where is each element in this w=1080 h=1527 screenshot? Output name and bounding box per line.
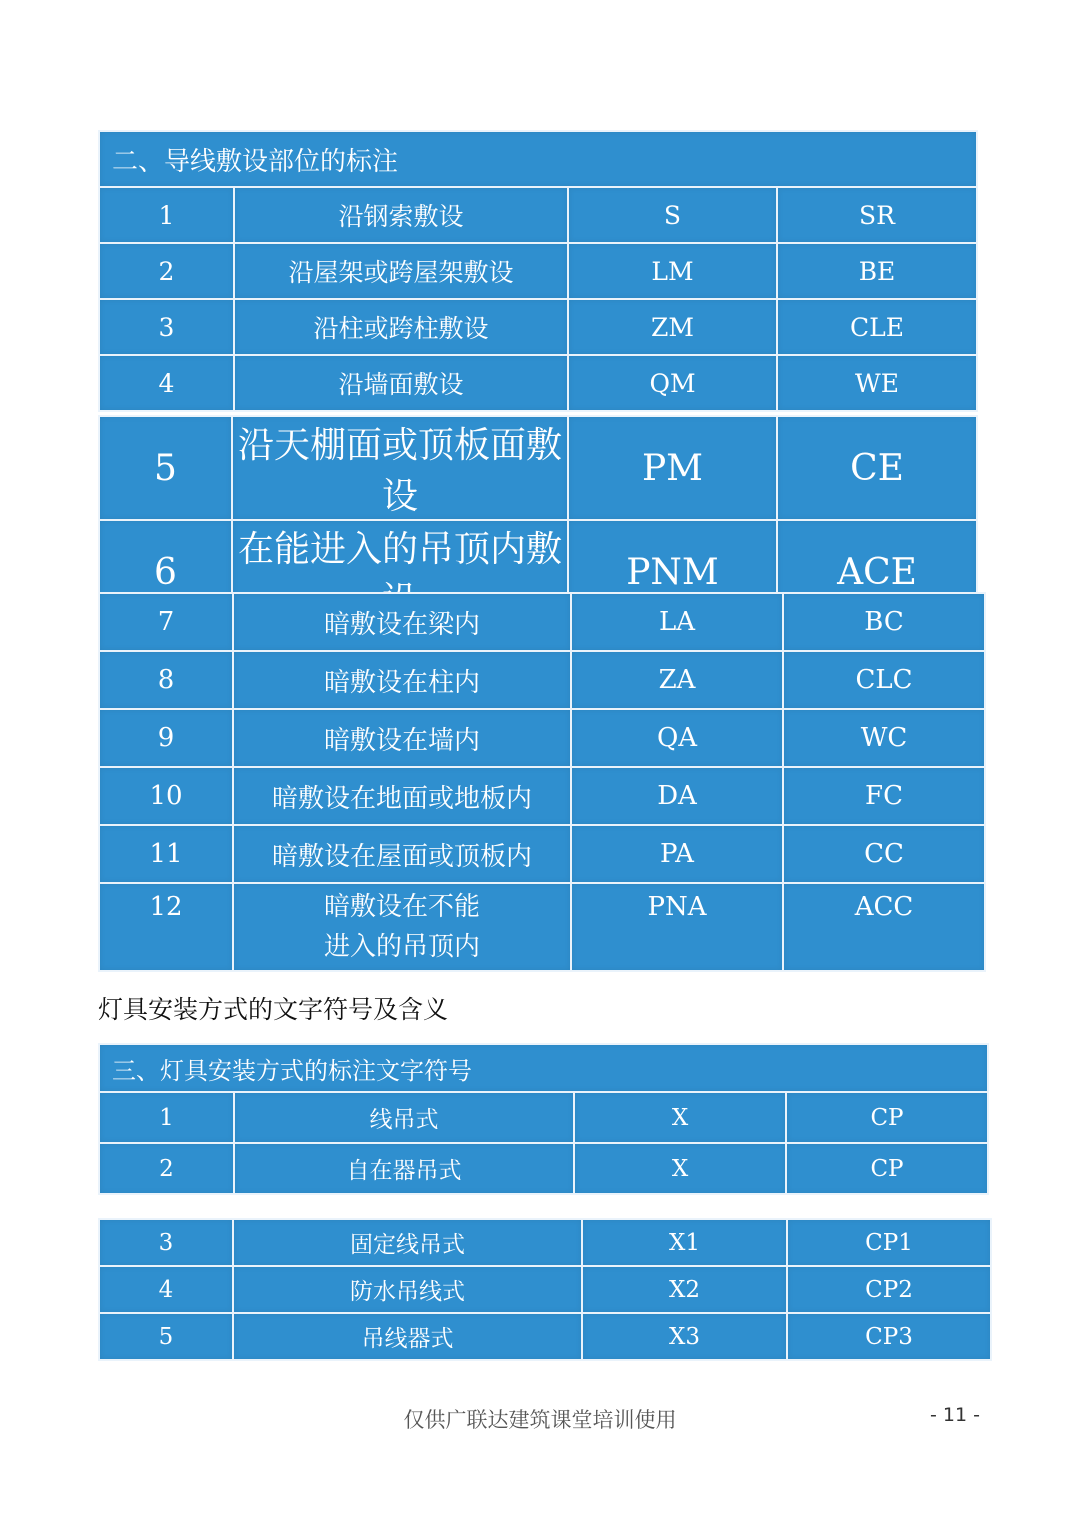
- wiring-location-table-part-3: [98, 592, 986, 972]
- row-code-en: BE: [777, 243, 977, 299]
- table-title-row: [99, 131, 977, 187]
- row-description: 沿墙面敷设: [234, 355, 568, 411]
- table-row: [99, 1313, 991, 1360]
- lamp-mounting-table-part-1: [98, 1043, 989, 1195]
- row-description: 吊线器式: [233, 1313, 582, 1360]
- row-code-cn: LA: [571, 593, 783, 651]
- table-row: [99, 651, 985, 709]
- row-code-cn: PNA: [571, 883, 783, 971]
- row-number: 4: [99, 1266, 233, 1313]
- row-description-line-2: 进入的吊顶内: [323, 932, 480, 962]
- row-code-cn: S: [568, 187, 777, 243]
- row-code-en: CP: [786, 1143, 988, 1194]
- row-number: 9: [99, 709, 233, 767]
- row-description: 沿屋架或跨屋架敷设: [234, 243, 568, 299]
- lamp-mounting-table-part-2: [98, 1218, 992, 1361]
- row-description: [233, 883, 571, 971]
- table-row: [99, 1219, 991, 1266]
- table-row: [99, 416, 977, 520]
- row-code-cn: QA: [571, 709, 783, 767]
- row-code-cn: X: [574, 1092, 786, 1143]
- table-row: [99, 1143, 988, 1194]
- table-title-row: [99, 1044, 988, 1092]
- row-description: 防水吊线式: [233, 1266, 582, 1313]
- lamp-mounting-caption: 灯具安装方式的文字符号及含义: [98, 995, 449, 1024]
- row-description: 暗敷设在墙内: [233, 709, 571, 767]
- row-number: 6: [99, 520, 232, 624]
- row-code-cn: X: [574, 1143, 786, 1194]
- table-row: [99, 593, 985, 651]
- table-row: [99, 1266, 991, 1313]
- table-row: [99, 883, 985, 971]
- row-code-cn: ZA: [571, 651, 783, 709]
- row-code-cn: PM: [568, 416, 777, 520]
- row-code-cn: X1: [582, 1219, 787, 1266]
- table-row: [99, 1092, 988, 1143]
- row-description: 在能进入的吊顶内敷: [232, 520, 568, 624]
- row-code-cn: X2: [582, 1266, 787, 1313]
- row-number: 5: [99, 416, 232, 520]
- section-3-title: 三、灯具安装方式的标注文字符号: [99, 1044, 988, 1092]
- row-description-line-1: 暗敷设在不能: [323, 892, 480, 922]
- row-number: 8: [99, 651, 233, 709]
- row-description: 固定线吊式: [233, 1219, 582, 1266]
- row-code-cn: DA: [571, 767, 783, 825]
- row-description: 线吊式: [234, 1092, 574, 1143]
- row-code-en: CP3: [787, 1313, 991, 1360]
- table-row: [99, 243, 977, 299]
- row-description: 暗敷设在柱内: [233, 651, 571, 709]
- row-number: 2: [99, 1143, 234, 1194]
- row-code-cn: PNM: [568, 520, 777, 624]
- row-description: 沿钢索敷设: [234, 187, 568, 243]
- table-row: [99, 709, 985, 767]
- row-number: 4: [99, 355, 234, 411]
- row-code-en: WE: [777, 355, 977, 411]
- row-description: 沿天棚面或顶板面敷设: [232, 416, 568, 520]
- page-number: - 11 -: [930, 1404, 980, 1426]
- row-code-en: CP2: [787, 1266, 991, 1313]
- row-number: 11: [99, 825, 233, 883]
- row-description: 暗敷设在地面或地板内: [233, 767, 571, 825]
- row-code-cn: X3: [582, 1313, 787, 1360]
- row-code-en: BC: [783, 593, 985, 651]
- row-code-en: CLC: [783, 651, 985, 709]
- table-row: [99, 355, 977, 411]
- row-code-en: CP1: [787, 1219, 991, 1266]
- table-row: [99, 767, 985, 825]
- page-footer: 仅供广联达建筑课堂培训使用: [403, 1408, 677, 1432]
- table-row: [99, 299, 977, 355]
- row-number: 2: [99, 243, 234, 299]
- row-number: 5: [99, 1313, 233, 1360]
- row-number: 12: [99, 883, 233, 971]
- row-code-cn: QM: [568, 355, 777, 411]
- row-number: 3: [99, 299, 234, 355]
- row-number: 1: [99, 187, 234, 243]
- table-row: [99, 187, 977, 243]
- row-code-cn: ZM: [568, 299, 777, 355]
- row-number: 7: [99, 593, 233, 651]
- row-code-en: ACC: [783, 883, 985, 971]
- row-description: 暗敷设在屋面或顶板内: [233, 825, 571, 883]
- section-2-title: 二、导线敷设部位的标注: [99, 131, 977, 187]
- row-number: 3: [99, 1219, 233, 1266]
- row-number: 1: [99, 1092, 234, 1143]
- table-row: [99, 825, 985, 883]
- wiring-location-table-part-1: [98, 130, 978, 412]
- row-code-en: CLE: [777, 299, 977, 355]
- row-number: 10: [99, 767, 233, 825]
- row-code-en: CP: [786, 1092, 988, 1143]
- row-code-en: CE: [777, 416, 977, 520]
- row-code-cn: LM: [568, 243, 777, 299]
- row-description: 暗敷设在梁内: [233, 593, 571, 651]
- row-code-en: CC: [783, 825, 985, 883]
- row-code-en: SR: [777, 187, 977, 243]
- row-code-en: WC: [783, 709, 985, 767]
- row-code-en: ACE: [777, 520, 977, 624]
- row-code-cn: PA: [571, 825, 783, 883]
- row-code-en: FC: [783, 767, 985, 825]
- row-description: 沿柱或跨柱敷设: [234, 299, 568, 355]
- row-description: 自在器吊式: [234, 1143, 574, 1194]
